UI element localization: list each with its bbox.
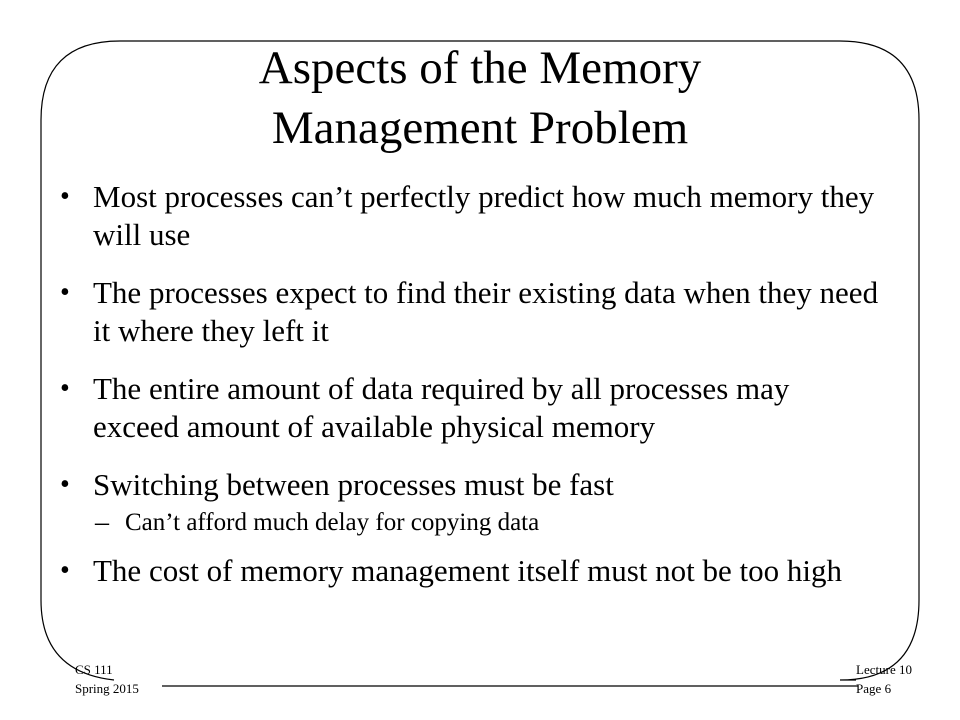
bullet-dot: • (60, 277, 70, 308)
bullet-dot: • (60, 373, 70, 404)
bullet-item (60, 552, 880, 590)
bullet-list (60, 178, 880, 610)
bullet-text: Switching between processes must be fast (93, 467, 614, 502)
bullet-dot: • (60, 555, 70, 586)
footer-page-number: Page 6 (856, 681, 892, 696)
title-line-2: Management Problem (271, 102, 689, 154)
sub-bullet-text: Can’t afford much delay for copying data (125, 509, 540, 536)
footer-lecture: Lecture 10 (856, 662, 912, 677)
sub-bullet-dash: – (95, 507, 109, 538)
bullet-item (60, 370, 880, 446)
bullet-item (60, 466, 880, 540)
bullet-text: The processes expect to find their existing data when they need it where they left it (93, 275, 879, 348)
footer-course-info (75, 660, 139, 698)
bullet-dot: • (60, 469, 70, 500)
bullet-text: Most processes can’t perfectly predict how much memory they will use (93, 179, 875, 252)
footer-page-info (856, 660, 912, 698)
sub-bullet-item (93, 506, 880, 540)
bullet-dot: • (60, 181, 70, 212)
slide-title (110, 38, 850, 158)
sub-bullet-list (93, 506, 880, 540)
bullet-item (60, 178, 880, 254)
bullet-item (60, 274, 880, 350)
title-line-1: Aspects of the Memory (258, 42, 702, 94)
bullet-text: The entire amount of data required by all processes may exceed amount of available physical memory (93, 371, 790, 444)
footer-term: Spring 2015 (75, 681, 139, 696)
footer-course: CS 111 (75, 662, 113, 677)
bullet-text: The cost of memory management itself must not be too high (93, 553, 843, 588)
